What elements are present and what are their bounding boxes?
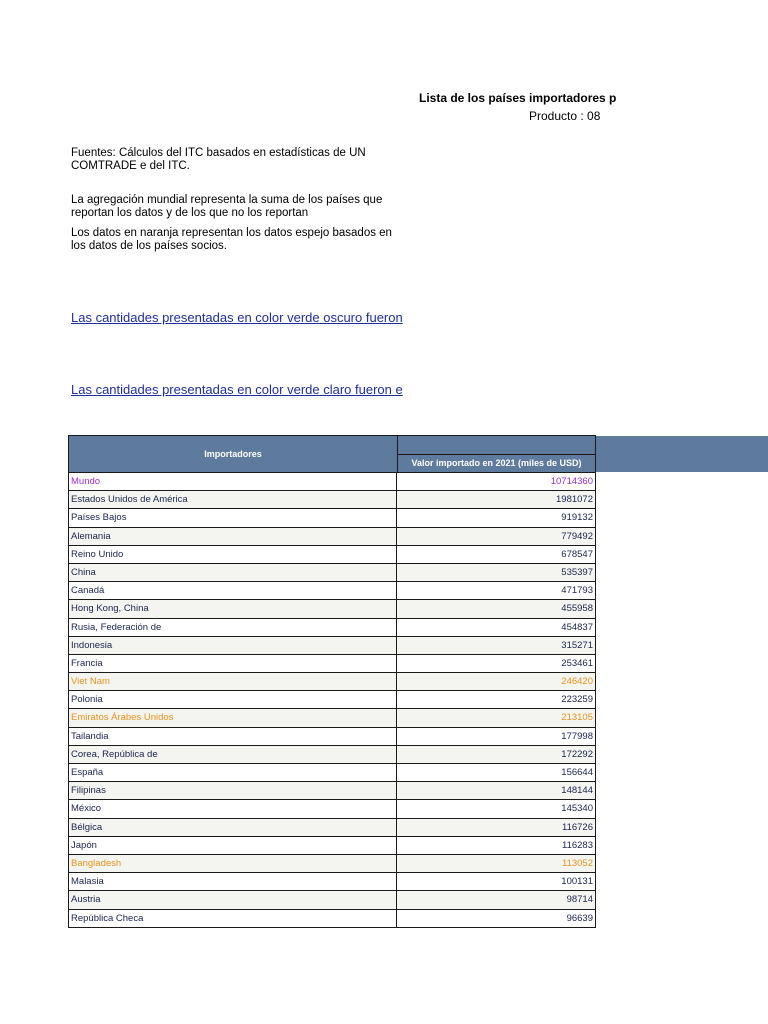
import-value-cell[interactable]: 116283 xyxy=(562,839,593,851)
import-value-cell[interactable]: 223259 xyxy=(561,694,593,706)
import-value-cell[interactable]: 116726 xyxy=(562,821,593,833)
country-cell[interactable]: Alemania xyxy=(69,528,397,545)
sources-note: Fuentes: Cálculos del ITC basados en estadísticas de UN COMTRADE e del ITC. xyxy=(71,147,366,172)
import-value-cell[interactable]: 779492 xyxy=(561,530,593,542)
import-value-cell[interactable]: 145340 xyxy=(561,803,593,815)
import-value-cell[interactable]: 177998 xyxy=(561,730,593,742)
table-row[interactable] xyxy=(68,619,596,637)
country-cell[interactable]: Austria xyxy=(69,891,397,908)
dark-green-quantities-link[interactable]: Las cantidades presentadas en color verde oscuro fueron xyxy=(71,310,403,325)
table-body xyxy=(68,473,596,928)
import-value-cell[interactable]: 678547 xyxy=(561,548,593,560)
aggregation-note: La agregación mundial representa la suma de los países que reportan los datos y de los que no los reportan xyxy=(71,194,383,219)
country-cell[interactable]: Indonesia xyxy=(69,637,397,654)
import-value-cell[interactable]: 454837 xyxy=(561,621,593,633)
table-row[interactable] xyxy=(68,709,596,727)
column-header-importers: Importadores xyxy=(69,436,398,472)
country-cell[interactable]: Corea, República de xyxy=(69,746,397,763)
table-row[interactable] xyxy=(68,509,596,527)
importers-table xyxy=(68,435,596,928)
country-cell[interactable]: Hong Kong, China xyxy=(69,600,397,617)
import-value-cell[interactable]: 246420 xyxy=(561,676,593,688)
table-row[interactable] xyxy=(68,728,596,746)
table-row[interactable] xyxy=(68,528,596,546)
import-value-cell[interactable]: 315271 xyxy=(561,639,593,651)
import-value-cell[interactable]: 455958 xyxy=(561,603,593,615)
light-green-quantities-link[interactable]: Las cantidades presentadas en color verde claro fueron e xyxy=(71,382,403,397)
import-value-cell[interactable]: 96639 xyxy=(566,912,593,924)
table-row[interactable] xyxy=(68,910,596,928)
import-value-cell[interactable]: 100131 xyxy=(561,876,593,888)
table-row[interactable] xyxy=(68,891,596,909)
table-row[interactable] xyxy=(68,673,596,691)
country-cell[interactable]: China xyxy=(69,564,397,581)
country-cell[interactable]: Tailandia xyxy=(69,728,397,745)
import-value-cell[interactable]: 535397 xyxy=(561,566,593,578)
import-value-cell[interactable]: 1981072 xyxy=(556,494,593,506)
country-cell[interactable]: República Checa xyxy=(69,910,397,927)
table-row[interactable] xyxy=(68,564,596,582)
table-row[interactable] xyxy=(68,746,596,764)
import-value-cell[interactable]: 98714 xyxy=(566,894,593,906)
table-row[interactable] xyxy=(68,800,596,818)
import-value-cell[interactable]: 253461 xyxy=(561,657,593,669)
column-header-value: Valor importado en 2021 (miles de USD) xyxy=(398,454,595,472)
table-row[interactable] xyxy=(68,819,596,837)
country-cell[interactable]: Bélgica xyxy=(69,819,397,836)
import-value-cell[interactable]: 213105 xyxy=(561,712,593,724)
import-value-cell[interactable]: 471793 xyxy=(561,585,593,597)
table-row[interactable] xyxy=(68,637,596,655)
country-cell[interactable]: Países Bajos xyxy=(69,509,397,526)
table-header xyxy=(68,435,596,473)
table-row[interactable] xyxy=(68,473,596,491)
table-row[interactable] xyxy=(68,782,596,800)
country-cell[interactable]: Canadá xyxy=(69,582,397,599)
country-cell[interactable]: Viet Nam xyxy=(69,673,397,690)
import-value-cell[interactable]: 10714360 xyxy=(550,476,593,487)
country-cell[interactable]: Filipinas xyxy=(69,782,397,799)
country-cell[interactable]: Polonia xyxy=(69,691,397,708)
country-cell[interactable]: Bangladesh xyxy=(69,855,397,872)
table-row[interactable] xyxy=(68,582,596,600)
country-cell[interactable]: Reino Unido xyxy=(69,546,397,563)
import-value-cell[interactable]: 919132 xyxy=(561,512,593,524)
product-subtitle: Producto : 08 xyxy=(529,109,601,123)
page-title: Lista de los países importadores p xyxy=(419,91,617,105)
import-value-cell[interactable]: 172292 xyxy=(561,748,593,760)
table-row[interactable] xyxy=(68,855,596,873)
country-cell[interactable]: Francia xyxy=(69,655,397,672)
country-cell[interactable]: Estados Unidos de América xyxy=(69,491,397,508)
table-row[interactable] xyxy=(68,873,596,891)
mirror-data-note: Los datos en naranja representan los datos espejo basados en los datos de los países socios. xyxy=(71,227,392,252)
import-value-cell[interactable]: 113052 xyxy=(562,857,593,869)
import-value-cell[interactable]: 156644 xyxy=(561,767,593,778)
table-row[interactable] xyxy=(68,546,596,564)
table-row[interactable] xyxy=(68,655,596,673)
country-cell[interactable]: España xyxy=(69,764,397,781)
country-cell[interactable]: Malasia xyxy=(69,873,397,890)
table-row[interactable] xyxy=(68,491,596,509)
table-row[interactable] xyxy=(68,764,596,782)
table-row[interactable] xyxy=(68,837,596,855)
country-cell[interactable]: Emiratos Árabes Unidos xyxy=(69,709,397,726)
country-cell[interactable]: Japón xyxy=(69,837,397,854)
table-row[interactable] xyxy=(68,600,596,618)
table-row[interactable] xyxy=(68,691,596,709)
country-cell[interactable]: Rusia, Federación de xyxy=(69,619,397,636)
country-cell[interactable]: Mundo xyxy=(69,473,397,490)
import-value-cell[interactable]: 148144 xyxy=(561,785,593,797)
country-cell[interactable]: México xyxy=(69,800,397,817)
